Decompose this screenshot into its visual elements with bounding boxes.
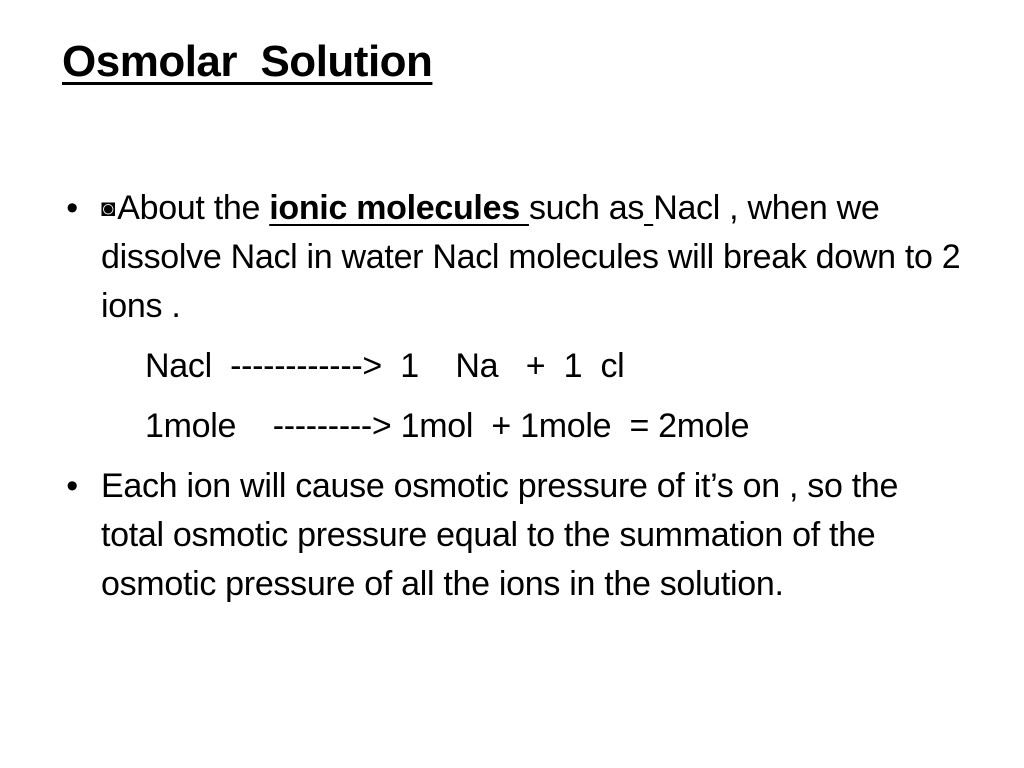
bullet-dot-icon: • [66,189,78,227]
underlined-space [644,189,653,227]
slide-title: Osmolar Solution [62,37,433,86]
bullet-text [101,184,962,331]
bullet-item-osmotic-pressure [62,462,962,609]
ionic-molecules-term: ionic molecules [269,189,529,227]
bullet-dot-icon: • [66,467,78,505]
bullet-text-rest: Nacl , when we dissolve Nacl in water Nacl molecules will break down to 2 ions . [101,189,961,325]
slide-body [62,184,962,609]
inverse-circle-icon: ◙ [101,195,116,222]
equation-moles: 1mole ---------> 1mol + 1mole = 2mole [145,407,750,445]
bullet-item-ionic-molecules [62,184,962,331]
bullet-text-prefix: About the [117,189,270,227]
bullet-text: Each ion will cause osmotic pressure of it’s on , so the total osmotic pressure equal to the summation of the osmotic pressure of all the ions in the solution. [101,467,899,603]
bullet-text-middle: such as [528,189,645,227]
equation-nacl-ions: Nacl ------------> 1 Na + 1 cl [145,347,625,385]
